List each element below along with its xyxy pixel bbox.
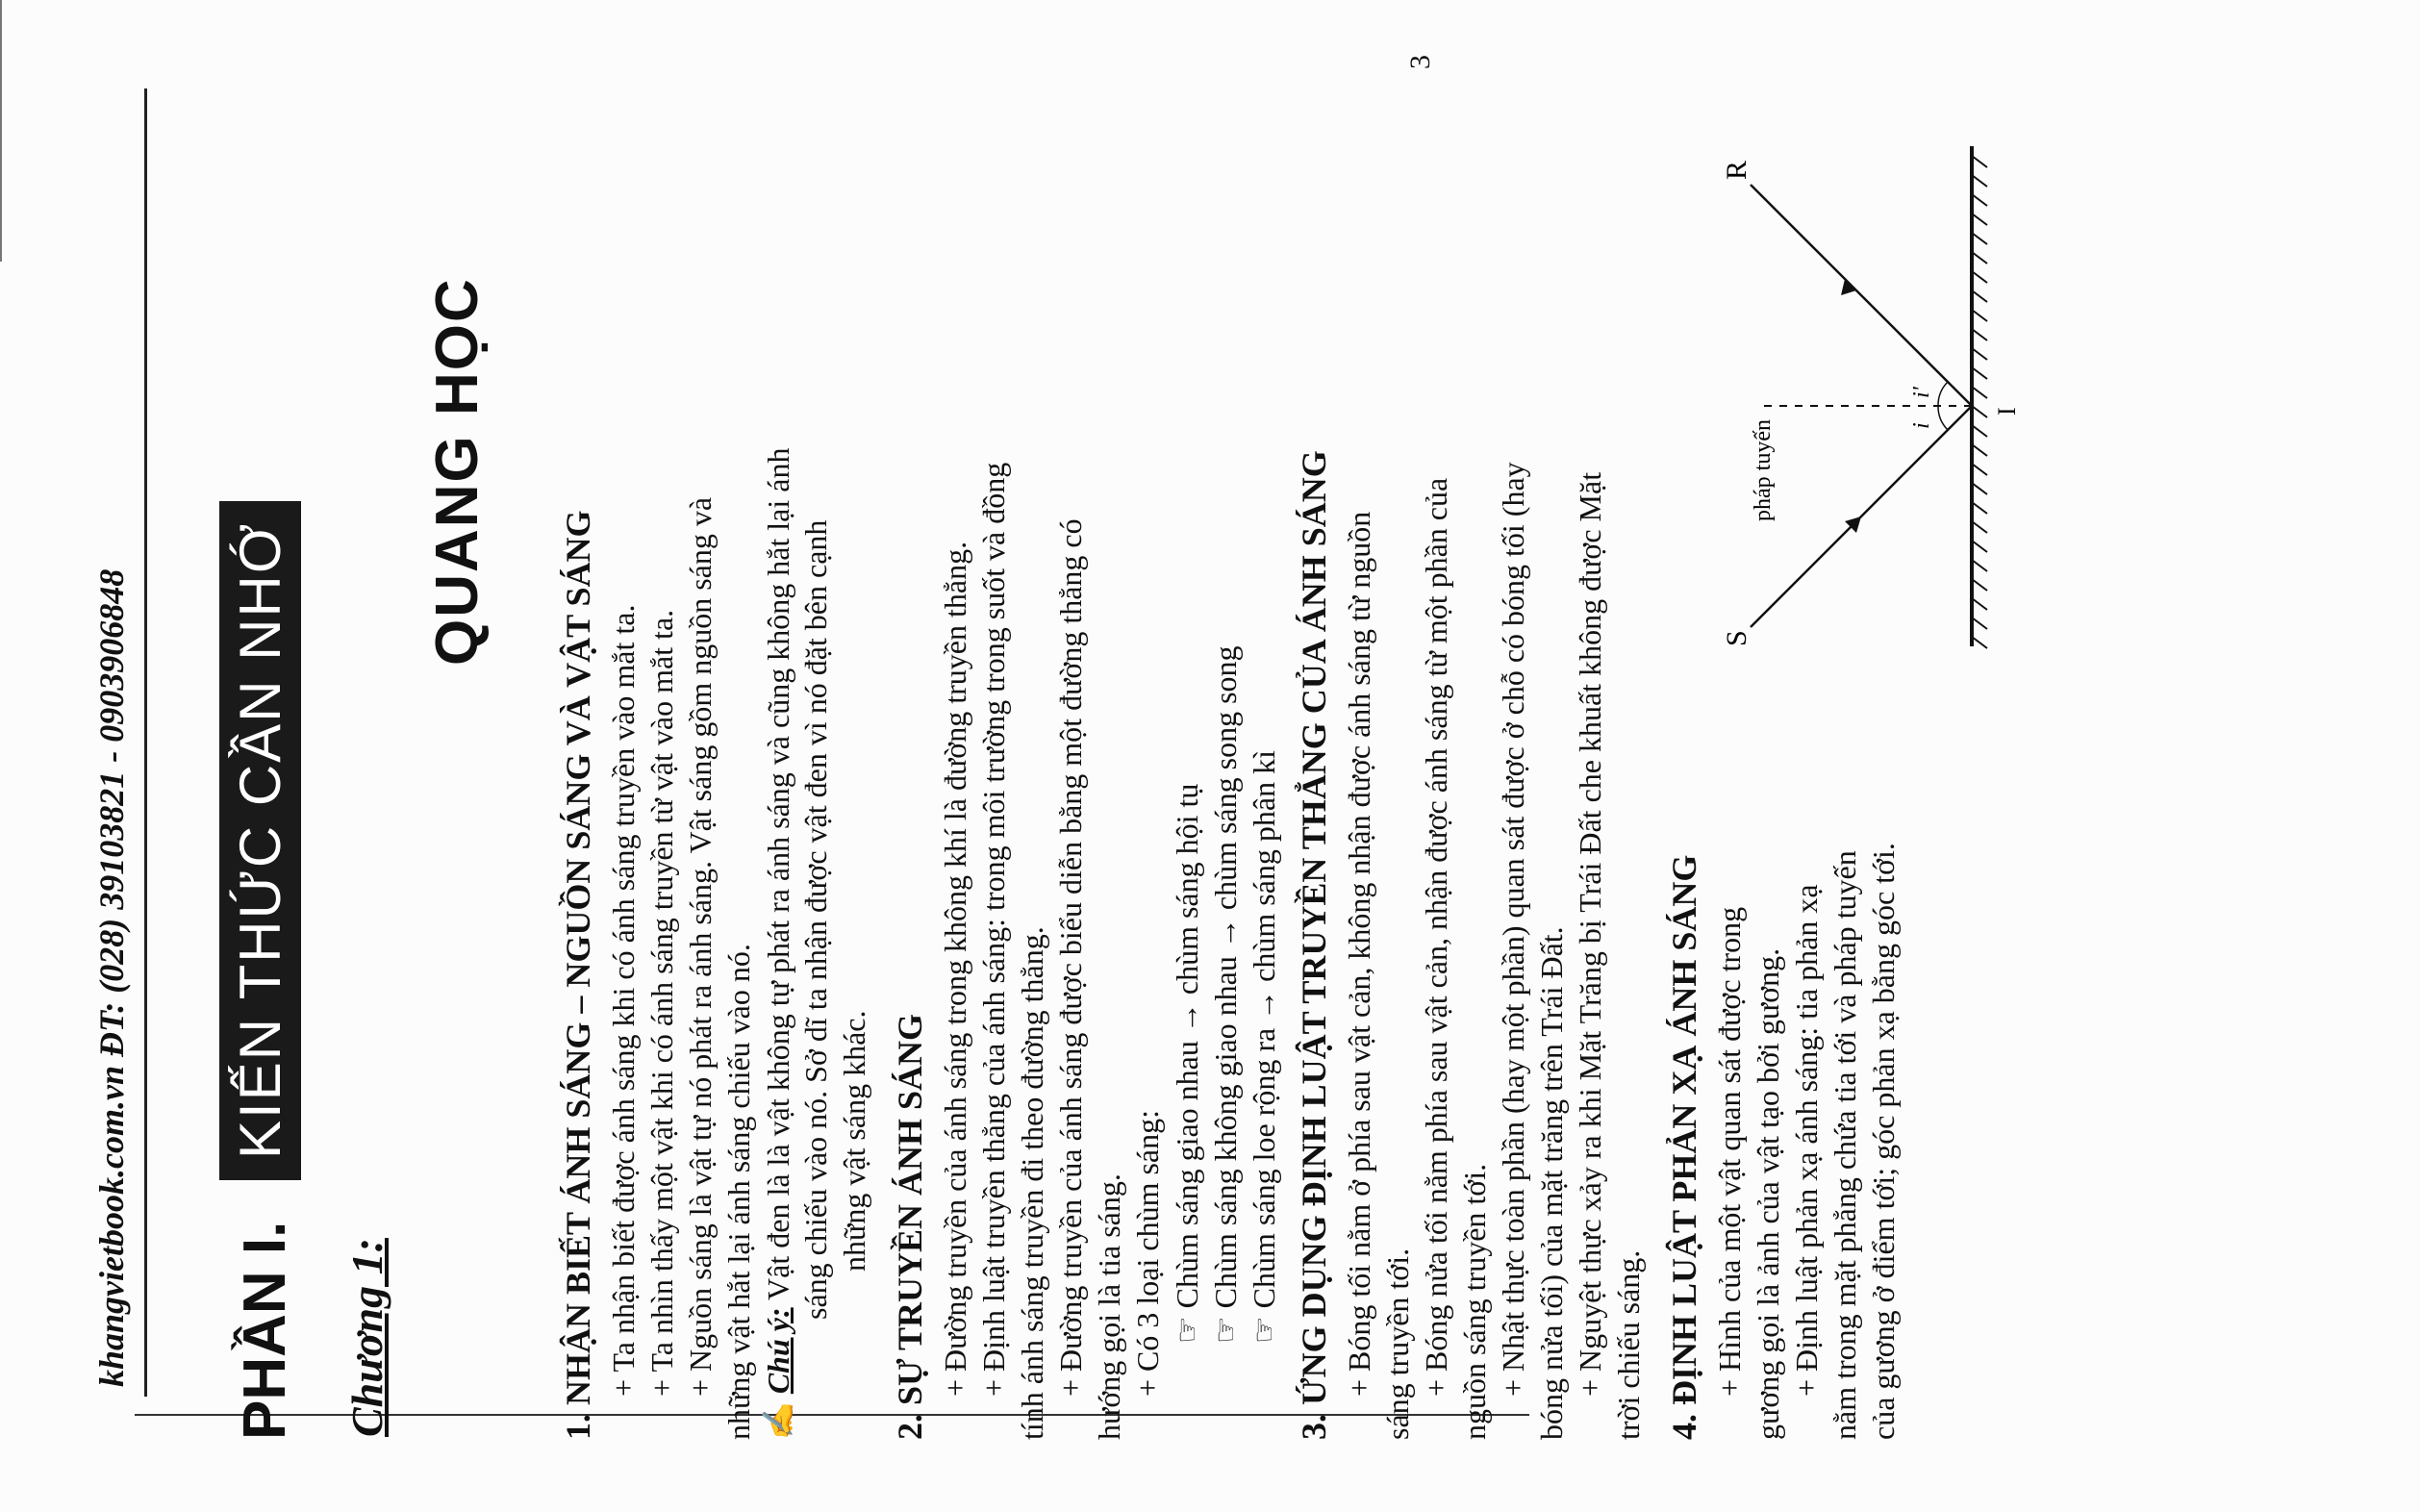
s1-note-line-3: những vật sáng khác. — [837, 1010, 871, 1272]
part-label: PHẦN I. — [232, 1221, 298, 1440]
s2-line-6: + Có 3 loại chùm sáng: — [1130, 1109, 1165, 1397]
page-number: 3 — [1404, 55, 1436, 69]
s1-note-line-2: sáng chiếu vào nó. Sở dĩ ta nhận được vật đen vì nó đặt bên cạnh — [798, 519, 833, 1320]
s1-line-4: những vật hắt lại ánh sáng chiếu vào nó. — [721, 944, 756, 1440]
s1-line-3: + Nguồn sáng là vật tự nó phát ra ánh sáng. Vật sáng gồm nguồn sáng và — [683, 496, 718, 1397]
section-4-heading: 4. ĐỊNH LUẬT PHẢN XẠ ÁNH SÁNG — [1665, 854, 1703, 1440]
s2-line-1: + Đường truyền của ánh sáng trong không khí là đường truyền thẳng. — [938, 541, 972, 1397]
page-header: khangvietbook.com.vn ĐT: (028) 39103821 - 0903906848 — [92, 568, 131, 1387]
s4-line-4: nằm trong mặt phẳng chứa tia tới và pháp tuyến — [1828, 850, 1862, 1440]
page-title: QUANG HỌC — [424, 277, 491, 666]
note-text: Vật đen là là vật không tự phát ra ánh sáng và cũng không hắt lại ánh — [761, 447, 795, 1308]
s1-line-2: + Ta nhìn thấy một vật khi có ánh sáng truyền từ vật vào mắt ta. — [644, 609, 679, 1397]
angle-i-prime-label: i' — [1909, 387, 1934, 398]
s2-line-5: hướng gọi là tia sáng. — [1092, 1173, 1126, 1440]
s3-line-8: trời chiếu sáng. — [1611, 1249, 1646, 1440]
reflected-ray — [1751, 185, 1972, 406]
point-s-label: S — [1721, 630, 1752, 646]
s3-line-5: + Nhật thực toàn phần (hay một phần) quan sát được ở chỗ có bóng tối (hay — [1496, 462, 1530, 1397]
s2-line-3: tính ánh sáng truyền đi theo đường thẳng. — [1015, 926, 1049, 1440]
section-banner: KIẾN THỨC CẦN NHỚ — [219, 501, 301, 1180]
angle-i-prime-arc — [1938, 382, 1948, 406]
top-rule — [0, 0, 2, 262]
s2-bullet-1: ☞ Chùm sáng giao nhau → chùm sáng hội tụ — [1170, 783, 1204, 1344]
s4-line-1: + Hình của một vật quan sát được trong — [1712, 906, 1747, 1397]
s2-bullet-3: ☞ Chùm sáng loe rộng ra → chùm sáng phân kì — [1247, 749, 1281, 1344]
note-label: Chú ý: — [761, 1307, 795, 1395]
s2-line-4: + Đường truyền của ánh sáng được biểu diễn bằng một đường thẳng có — [1053, 518, 1088, 1397]
s4-line-2: gương gọi là ảnh của vật tạo bởi gương. — [1751, 947, 1785, 1440]
s4-line-3: + Định luật phản xạ ánh sáng: tia phản xạ — [1789, 884, 1824, 1397]
section-2-heading: 2. SỰ TRUYỀN ÁNH SÁNG — [891, 1013, 929, 1440]
header-rule — [144, 88, 147, 1397]
reflection-diagram — [1693, 108, 2058, 723]
s4-line-5: của gương ở điểm tới; góc phản xạ bằng góc tới. — [1866, 843, 1901, 1440]
section-1-heading: 1. NHẬN BIẾT ÁNH SÁNG – NGUỒN SÁNG VÀ VẬT SÁNG — [559, 510, 597, 1440]
s3-line-3: + Bóng nửa tối nằm phía sau vật cản, nhận được ánh sáng từ một phần của — [1419, 477, 1453, 1397]
s3-line-1: + Bóng tối nằm ở phía sau vật cản, không nhận được ánh sáng từ nguồn — [1342, 511, 1376, 1397]
s3-line-7: + Nguyệt thực xảy ra khi Mặt Trăng bị Trái Đất che khuất không được Mặt — [1573, 471, 1607, 1397]
angle-i-arc — [1938, 406, 1948, 430]
section-3-heading: 3. ỨNG DỤNG ĐỊNH LUẬT TRUYỀN THẲNG CỦA ÁNH SÁNG — [1295, 450, 1333, 1440]
normal-label: pháp tuyến — [1751, 419, 1776, 521]
pencil-icon: ✍ — [761, 1401, 795, 1440]
point-i-label: I — [1993, 407, 2021, 416]
s3-line-2: sáng truyền tới. — [1380, 1247, 1415, 1440]
s2-bullet-2: ☞ Chùm sáng không giao nhau → chùm sáng song song — [1208, 645, 1243, 1344]
s2-line-2: + Định luật truyền thẳng của ánh sáng: trong môi trường trong suốt và đồng — [976, 462, 1011, 1397]
mirror-hatching — [1972, 156, 1987, 648]
point-r-label: R — [1721, 160, 1752, 180]
s1-line-1: + Ta nhận biết được ánh sáng khi có ánh sáng truyền vào mắt ta. — [606, 604, 641, 1397]
chapter-label: Chương 1: — [342, 1238, 391, 1437]
s3-line-4: nguồn sáng truyền tới. — [1457, 1163, 1492, 1440]
s3-line-6: bóng nửa tối) của mặt trăng trên Trái Đất. — [1534, 926, 1569, 1440]
angle-i-label: i — [1909, 422, 1934, 429]
s1-note-line-1 — [760, 448, 796, 1440]
